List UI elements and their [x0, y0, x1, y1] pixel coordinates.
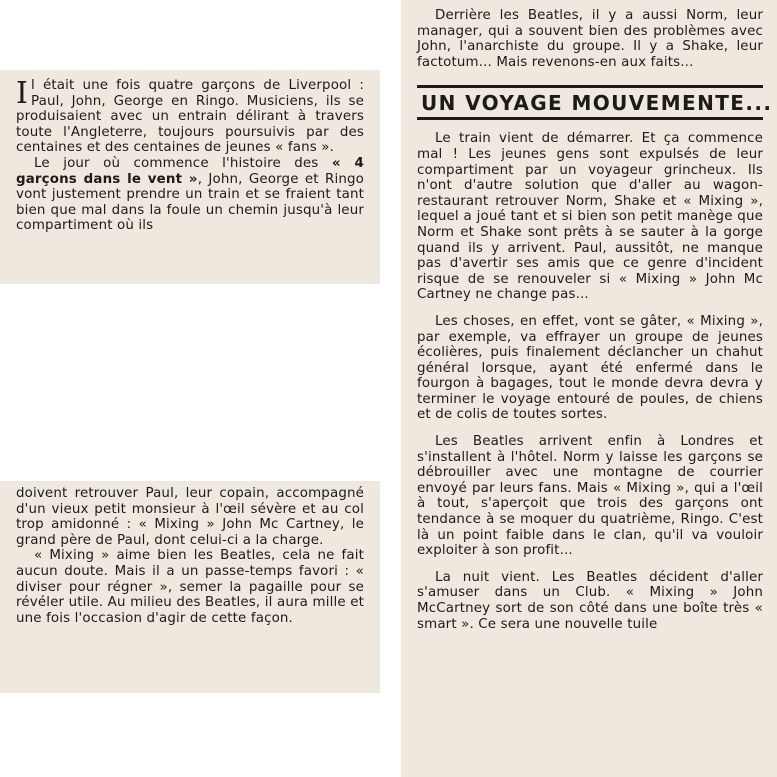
- spacer: [417, 120, 763, 131]
- story-start-paragraph: [16, 156, 364, 234]
- intro-paragraph: [16, 78, 364, 156]
- story-start-text-after: , John, George et Ringo vont justement prendre un train et se fraient tant bien que mal dans la foule un chemin jusqu'à leur compartiment où ils: [16, 171, 364, 234]
- manager-paragraph: Derrière les Beatles, il y a aussi Norm, leur manager, qui a souvent bien des problèmes avec John, l'anarchiste du groupe. Il y a Shake, leur factotum... Mais revenons-en aux faits...: [417, 8, 763, 70]
- train-paragraph: Le train vient de démarrer. Et ça commence mal ! Les jeunes gens sont expulsés de leur compartiment par un voyageur grincheux. Ils n'ont d'autre solution que d'aller au wagon-restaurant retrouver Norm, Shake et « Mixing », lequel a joué tant et si bien son petit manège que Norm et Shake sont prêts à se sauter à la gorge quand ils y arrivent. Paul, aussitôt, ne manque pas d'avertir ses amis que ce genre d'incident risque de se renouveler si « Mixing » John Mc Cartney ne change pas...: [417, 131, 763, 303]
- article-clipping-intro: [0, 70, 380, 284]
- story-start-text-before: Le jour où commence l'histoire des: [34, 155, 319, 171]
- article-clipping-main: [401, 0, 777, 777]
- spacer: [417, 559, 763, 570]
- story-title-highlight: « 4 garçons dans le vent »: [16, 155, 364, 187]
- section-headline: UN VOYAGE MOUVEMENTE...: [421, 91, 773, 116]
- spacer: [417, 303, 763, 314]
- london-paragraph: Les Beatles arrivent enfin à Londres et s'installent à l'hôtel. Norm y laisse les garçons se débrouiller avec une montagne de courrier envoyé par leurs fans. Mais « Mixing », qui a l'œil à tout, s'aperçoit que trois des garçons ont tendance à se moquer du quatrième, Ringo. C'est là un point faible dans le clan, qu'il va vouloir exploiter à son profit...: [417, 434, 763, 559]
- intro-paragraph-text: l était une fois quatre garçons de Liverpool : Paul, John, George en Ringo. Musiciens, ils se produisaient avec un entrain délirant à travers toute l'Angleterre, toujours poursuivis par des centaines et des centaines de jeunes « fans ».: [16, 78, 364, 156]
- spacer: [417, 70, 763, 85]
- spacer: [417, 423, 763, 434]
- article-clipping-continued: [0, 481, 380, 693]
- drop-cap: I: [16, 76, 29, 111]
- chahut-paragraph: Les choses, en effet, vont se gâter, « Mixing », par exemple, va effrayer un groupe de jeunes écolières, puis finalement déclancher un chahut général lorsque, ayant été enfermé dans le fourgon à bagages, tout le monde devra devra y terminer le voyage entouré de poules, de chiens et de colis de toutes sortes.: [417, 313, 763, 423]
- continued-paragraph: doivent retrouver Paul, leur copain, accompagné d'un vieux petit monsieur à l'œil sévère et au col trop amidonné : « Mixing » John Mc Cartney, le grand père de Paul, dont celui-ci a la charge.: [16, 486, 364, 548]
- mixing-paragraph: « Mixing » aime bien les Beatles, cela ne fait aucun doute. Mais il a un passe-temps favori : « diviser pour régner », semer la pagaille pour se révéler utile. Au milieu des Beatles, il aura mille et une fois l'occasion d'agir de cette façon.: [16, 548, 364, 626]
- club-paragraph: La nuit vient. Les Beatles décident d'aller s'amuser dans un Club. « Mixing » John McCartney sort de son côté dans une boîte très « smart ». Ce sera une nouvelle tuile: [417, 569, 763, 632]
